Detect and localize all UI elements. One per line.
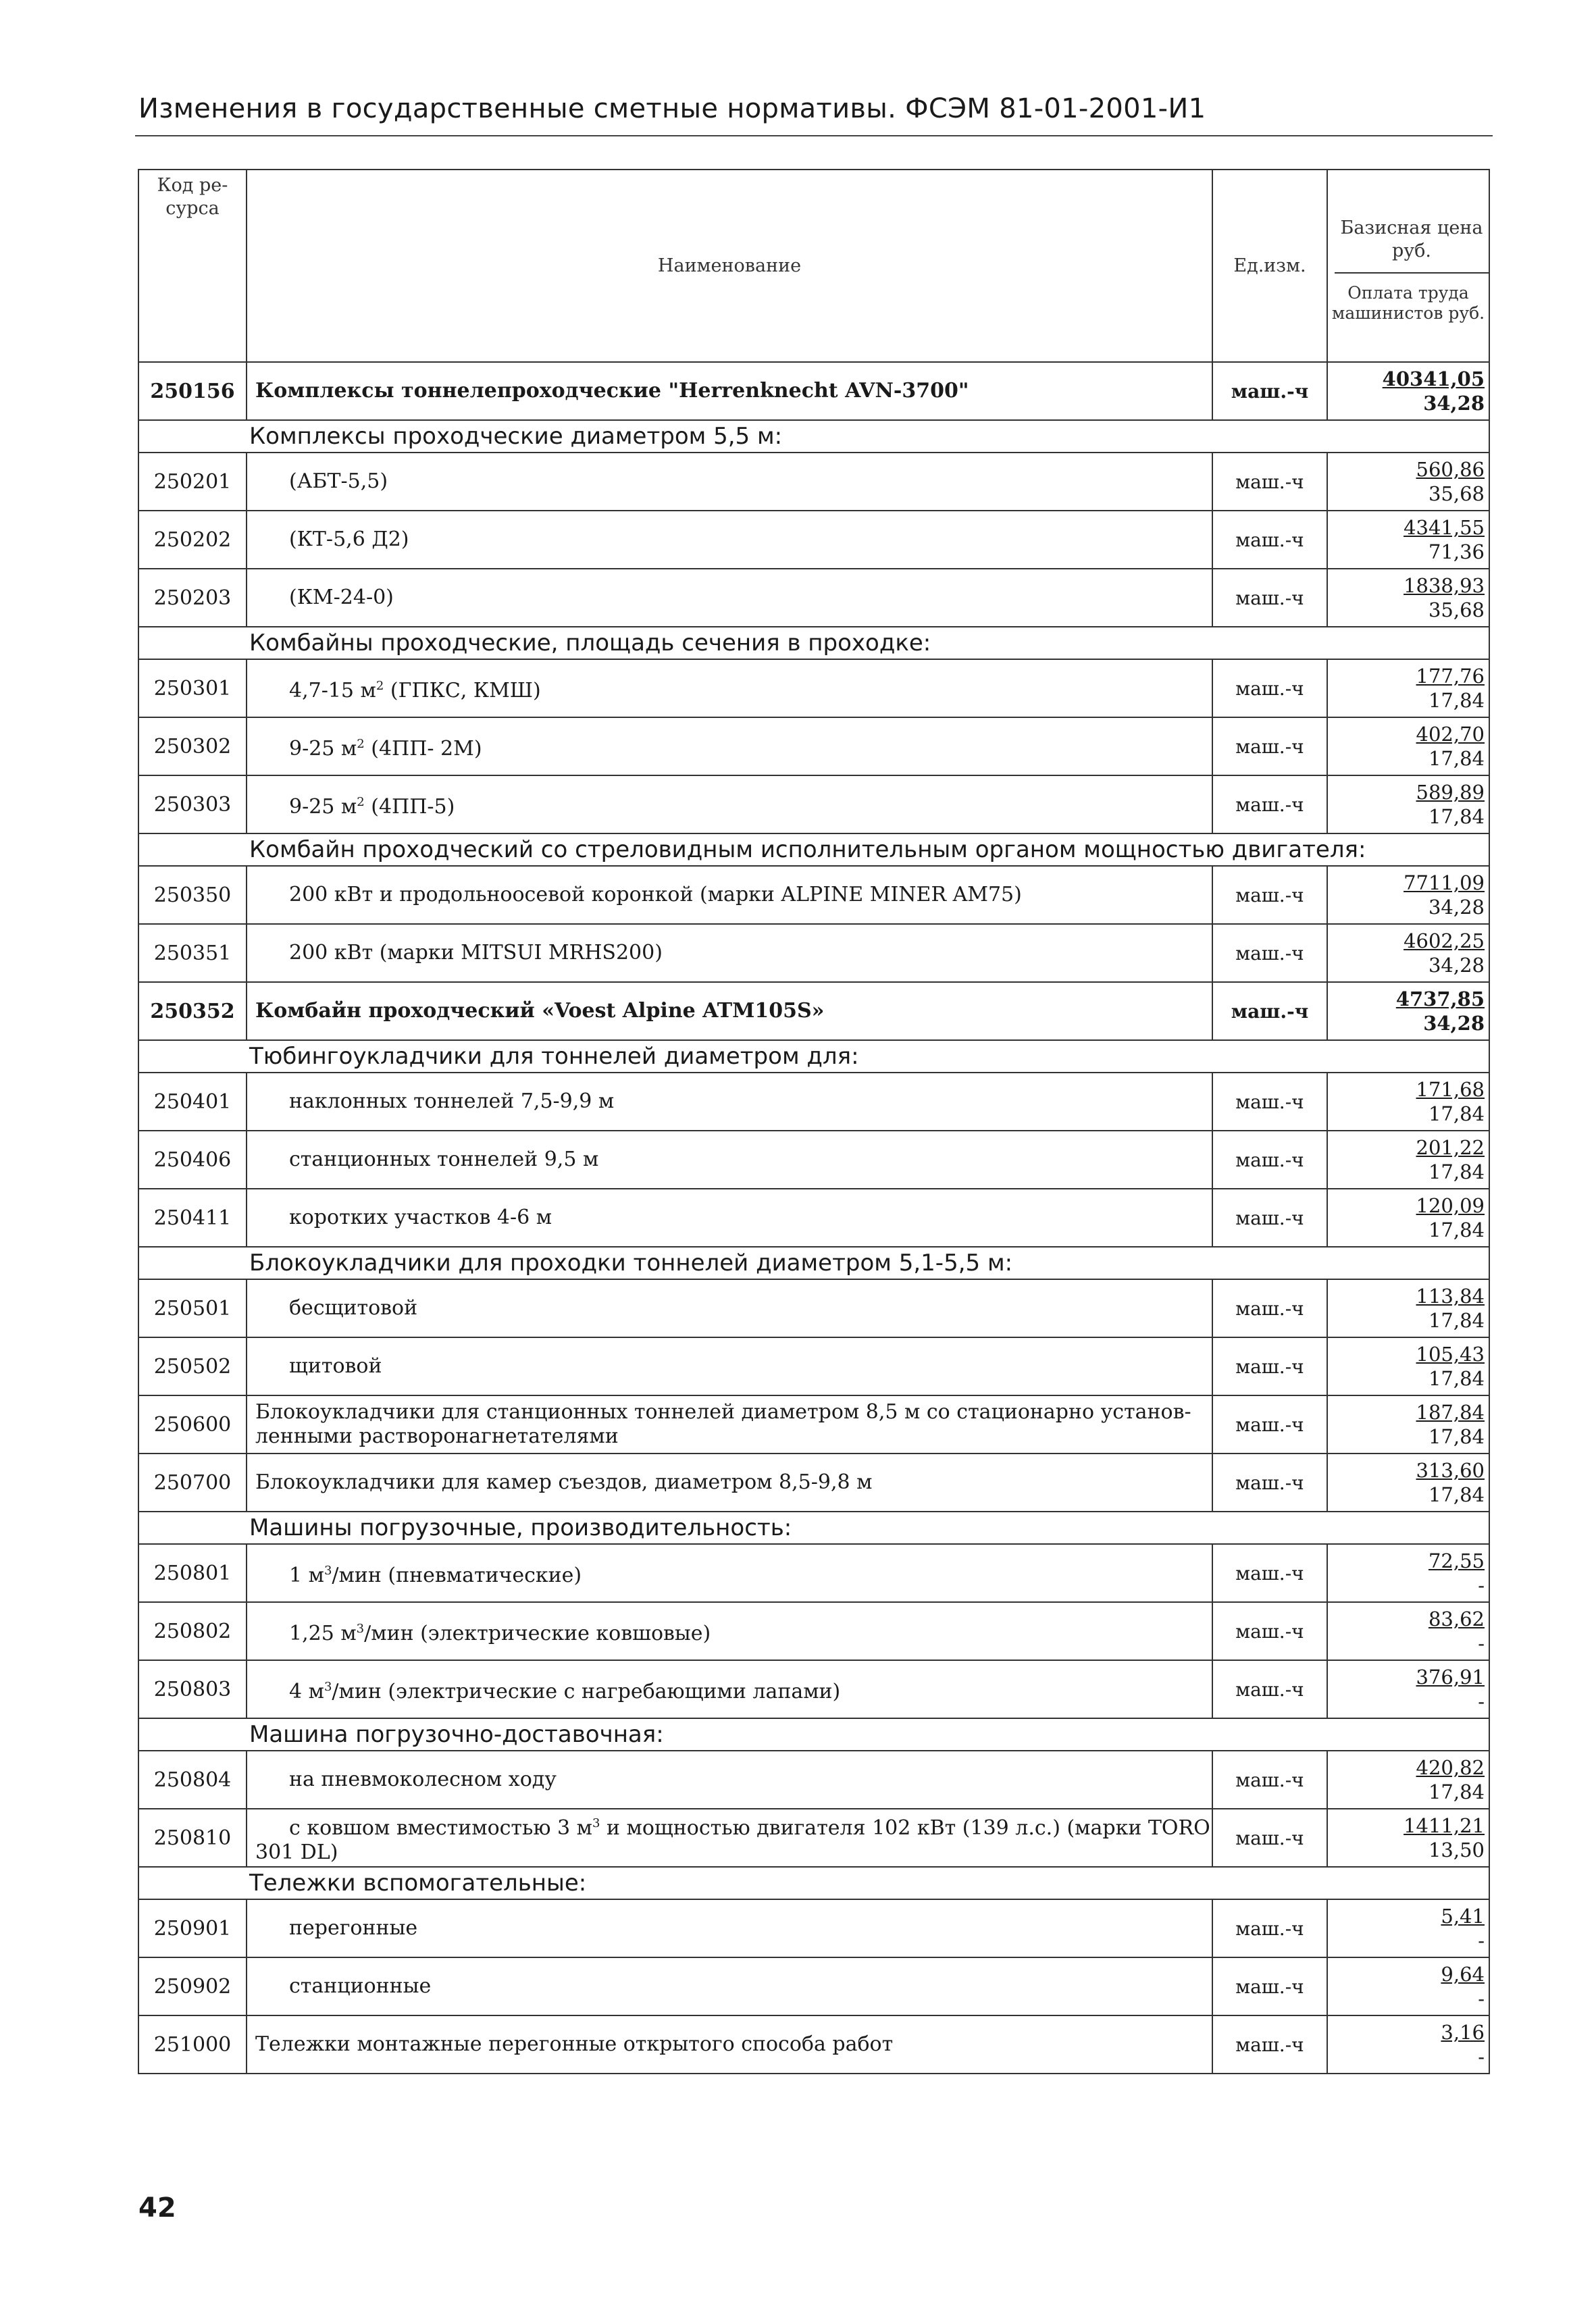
resource-name <box>247 982 1212 1040</box>
resource-code: 250301 <box>138 659 247 717</box>
unit-of-measure: маш.-ч <box>1212 1337 1327 1395</box>
table-row <box>138 1899 1489 1957</box>
base-price: 171,68 <box>1416 1078 1485 1101</box>
labor-pay: 34,28 <box>1428 896 1485 919</box>
price-cell <box>1327 924 1489 982</box>
base-price: 420,82 <box>1416 1756 1485 1779</box>
table-row <box>138 1131 1489 1189</box>
unit-of-measure: маш.-ч <box>1212 1660 1327 1718</box>
labor-pay: 17,84 <box>1428 1102 1485 1125</box>
group-heading: Комбайн проходческий со стреловидным исполнительным органом мощностью двигателя: <box>138 833 1489 866</box>
unit-of-measure: маш.-ч <box>1212 866 1327 924</box>
resource-name-part: и мощностью двигателя 102 кВт (139 л.с.) (марки TORO 301 DL) <box>255 1816 1210 1864</box>
labor-pay: 17,84 <box>1428 1780 1485 1803</box>
labor-pay: 34,28 <box>1423 392 1485 415</box>
column-header-code: Код ре-сурса <box>138 170 247 362</box>
price-cell <box>1327 1899 1489 1957</box>
unit-exponent: 3 <box>324 1679 332 1694</box>
labor-pay: - <box>1478 2045 1485 2068</box>
table-row <box>138 2015 1489 2074</box>
base-price: 1838,93 <box>1404 574 1485 597</box>
base-price: 5,41 <box>1441 1905 1485 1928</box>
unit-of-measure: маш.-ч <box>1212 1809 1327 1867</box>
base-price: 1411,21 <box>1404 1814 1485 1837</box>
resource-name <box>247 2015 1212 2074</box>
resource-name-text: перегонные <box>289 1916 418 1940</box>
resource-name <box>247 569 1212 627</box>
resource-name-part: 1,25 м <box>289 1621 357 1645</box>
resource-name <box>247 1544 1212 1602</box>
unit-of-measure: маш.-ч <box>1212 717 1327 775</box>
labor-pay: 17,84 <box>1428 1160 1485 1183</box>
resource-name <box>247 866 1212 924</box>
price-cell <box>1327 362 1489 420</box>
resource-name-text <box>255 1680 840 1703</box>
resource-code: 250802 <box>138 1602 247 1660</box>
resource-name-text <box>255 1564 582 1587</box>
price-cell <box>1327 1189 1489 1247</box>
base-price: 83,62 <box>1428 1608 1485 1630</box>
resource-code: 250401 <box>138 1073 247 1131</box>
labor-pay: 17,84 <box>1428 747 1485 770</box>
labor-pay: 17,84 <box>1428 1218 1485 1241</box>
unit-exponent: 3 <box>324 1563 332 1578</box>
resource-code: 250501 <box>138 1279 247 1337</box>
base-price: 402,70 <box>1416 723 1485 746</box>
resource-code: 250411 <box>138 1189 247 1247</box>
price-cell <box>1327 2015 1489 2074</box>
group-heading: Машина погрузочно-доставочная: <box>138 1718 1489 1751</box>
price-cell <box>1327 511 1489 569</box>
resource-name <box>247 775 1212 833</box>
group-heading: Тележки вспомогательные: <box>138 1867 1489 1899</box>
unit-of-measure: маш.-ч <box>1212 362 1327 420</box>
base-price: 313,60 <box>1416 1459 1485 1482</box>
resource-name-part: (4ПП-5) <box>364 794 455 819</box>
unit-of-measure: маш.-ч <box>1212 1073 1327 1131</box>
labor-pay: 13,50 <box>1428 1839 1485 1861</box>
base-price: 177,76 <box>1416 665 1485 688</box>
resource-code: 250700 <box>138 1454 247 1512</box>
labor-pay: 17,84 <box>1428 805 1485 828</box>
price-cell <box>1327 1809 1489 1867</box>
unit-of-measure: маш.-ч <box>1212 1454 1327 1512</box>
resource-code: 250801 <box>138 1544 247 1602</box>
table-row <box>138 866 1489 924</box>
price-cell <box>1327 1751 1489 1809</box>
unit-of-measure: маш.-ч <box>1212 1279 1327 1337</box>
table-row <box>138 362 1489 420</box>
unit-of-measure: маш.-ч <box>1212 569 1327 627</box>
table-row <box>138 775 1489 833</box>
group-heading: Машины погрузочные, производительность: <box>138 1512 1489 1544</box>
resource-code: 250303 <box>138 775 247 833</box>
labor-pay: 17,84 <box>1428 1309 1485 1332</box>
table-row <box>138 1337 1489 1395</box>
resource-code: 250803 <box>138 1660 247 1718</box>
group-heading: Комплексы проходческие диаметром 5,5 м: <box>138 420 1489 453</box>
resource-name-text: 200 кВт (марки MITSUI MRHS200) <box>289 941 663 965</box>
resource-name <box>247 924 1212 982</box>
unit-exponent: 3 <box>356 1621 365 1636</box>
resource-name-text: Комбайн проходческий «Voest Alpine ATM105S» <box>255 999 825 1023</box>
unit-of-measure: маш.-ч <box>1212 1395 1327 1454</box>
column-header-price <box>1327 170 1489 362</box>
unit-exponent: 2 <box>357 736 365 751</box>
price-cell <box>1327 1454 1489 1512</box>
resource-name-text: бесщитовой <box>289 1296 418 1320</box>
resource-name-part: /мин (электрические ковшовые) <box>364 1621 711 1645</box>
base-price: 113,84 <box>1416 1285 1485 1308</box>
table-row <box>138 1660 1489 1718</box>
price-cell <box>1327 453 1489 511</box>
labor-pay: 17,84 <box>1428 689 1485 712</box>
resource-name <box>247 1751 1212 1809</box>
unit-of-measure: маш.-ч <box>1212 453 1327 511</box>
unit-of-measure: маш.-ч <box>1212 924 1327 982</box>
price-cell <box>1327 1660 1489 1718</box>
price-cell <box>1327 775 1489 833</box>
base-price: 4341,55 <box>1404 516 1485 539</box>
resource-name <box>247 1809 1212 1867</box>
resource-name-text <box>255 679 541 702</box>
base-price: 72,55 <box>1428 1549 1485 1572</box>
price-cell <box>1327 1131 1489 1189</box>
price-cell <box>1327 659 1489 717</box>
resource-code: 250352 <box>138 982 247 1040</box>
resource-code: 250203 <box>138 569 247 627</box>
price-cell <box>1327 1544 1489 1602</box>
resource-name-text: коротких участков 4-6 м <box>289 1206 552 1229</box>
price-cell <box>1327 717 1489 775</box>
resource-name-text: щитовой <box>289 1354 382 1378</box>
resource-name-text: Комплексы тоннелепроходческие "Herrenknecht AVN-3700" <box>255 379 969 403</box>
base-price: 3,16 <box>1441 2021 1485 2044</box>
table-row <box>138 1454 1489 1512</box>
resource-code: 250902 <box>138 1957 247 2015</box>
resource-code: 250804 <box>138 1751 247 1809</box>
resource-name <box>247 1602 1212 1660</box>
resource-code: 250302 <box>138 717 247 775</box>
group-heading-row <box>138 1040 1489 1073</box>
base-price: 589,89 <box>1416 781 1485 804</box>
column-header-unit: Ед.изм. <box>1212 170 1327 362</box>
unit-of-measure: маш.-ч <box>1212 511 1327 569</box>
unit-of-measure: маш.-ч <box>1212 1189 1327 1247</box>
labor-pay: - <box>1478 1690 1485 1713</box>
table-row <box>138 1544 1489 1602</box>
column-header-name: Наименование <box>247 170 1212 362</box>
resource-code: 250201 <box>138 453 247 511</box>
table-row <box>138 982 1489 1040</box>
table-row <box>138 1809 1489 1867</box>
table-header-row <box>138 170 1489 362</box>
resource-name-text <box>255 795 455 819</box>
base-price: 9,64 <box>1441 1963 1485 1986</box>
group-heading-row <box>138 1512 1489 1544</box>
resource-name-text: наклонных тоннелей 7,5-9,9 м <box>289 1089 615 1113</box>
resource-name <box>247 1131 1212 1189</box>
base-price: 4737,85 <box>1395 987 1485 1010</box>
resource-code: 251000 <box>138 2015 247 2074</box>
resource-name <box>247 1337 1212 1395</box>
resource-code: 250600 <box>138 1395 247 1454</box>
resource-name <box>247 659 1212 717</box>
labor-pay: - <box>1478 1574 1485 1597</box>
resource-name <box>247 1957 1212 2015</box>
resource-name <box>247 1073 1212 1131</box>
resource-name-part: /мин (пневматические) <box>332 1563 582 1587</box>
resource-code: 250202 <box>138 511 247 569</box>
table-row <box>138 1751 1489 1809</box>
labor-pay: - <box>1478 1929 1485 1952</box>
resource-name-text <box>255 1622 711 1645</box>
price-cell <box>1327 1337 1489 1395</box>
labor-pay: - <box>1478 1632 1485 1655</box>
unit-exponent: 2 <box>376 678 384 693</box>
unit-exponent: 2 <box>357 794 365 809</box>
base-price: 4602,25 <box>1404 929 1485 952</box>
resource-code: 250810 <box>138 1809 247 1867</box>
labor-pay: 35,68 <box>1428 598 1485 621</box>
price-cell <box>1327 1957 1489 2015</box>
resource-name <box>247 1395 1212 1454</box>
table-row <box>138 569 1489 627</box>
column-header-labor-pay: Оплата труда машинистов руб. <box>1331 282 1485 323</box>
unit-of-measure: маш.-ч <box>1212 659 1327 717</box>
group-heading-row <box>138 627 1489 659</box>
resource-name <box>247 511 1212 569</box>
resource-name-text: на пневмоколесном ходу <box>289 1768 557 1791</box>
unit-of-measure: маш.-ч <box>1212 1544 1327 1602</box>
resource-code: 250502 <box>138 1337 247 1395</box>
resource-name-text: 200 кВт и продольноосевой коронкой (марки ALPINE MINER AM75) <box>289 883 1022 906</box>
group-heading-row <box>138 420 1489 453</box>
price-cell <box>1327 569 1489 627</box>
table-row <box>138 1602 1489 1660</box>
document-header: Изменения в государственные сметные нормативы. ФСЭМ 81-01-2001-И1 <box>138 93 1206 124</box>
group-heading: Комбайны проходческие, площадь сечения в проходке: <box>138 627 1489 659</box>
resource-name-part: 9-25 м <box>289 794 357 819</box>
unit-of-measure: маш.-ч <box>1212 1131 1327 1189</box>
header-rule <box>135 135 1493 136</box>
resource-name-part: 9-25 м <box>289 736 357 761</box>
price-cell <box>1327 1395 1489 1454</box>
resource-name-part: 4,7-15 м <box>289 678 376 702</box>
resource-name <box>247 1454 1212 1512</box>
base-price: 105,43 <box>1416 1343 1485 1366</box>
resource-name-text: Тележки монтажные перегонные открытого способа работ <box>255 2032 894 2056</box>
resource-name-part: 4 м <box>289 1679 324 1703</box>
table-row <box>138 511 1489 569</box>
resource-name-text <box>255 1816 1210 1864</box>
base-price: 376,91 <box>1416 1666 1485 1689</box>
base-price: 187,84 <box>1416 1401 1485 1424</box>
resource-name <box>247 1189 1212 1247</box>
unit-of-measure: маш.-ч <box>1212 1899 1327 1957</box>
resource-name-part: (ГПКС, КМШ) <box>384 678 541 702</box>
group-heading: Тюбингоукладчики для тоннелей диаметром для: <box>138 1040 1489 1073</box>
unit-of-measure: маш.-ч <box>1212 775 1327 833</box>
price-cell <box>1327 1279 1489 1337</box>
resource-name-text: Блокоукладчики для станционных тоннелей диаметром 8,5 м со стационарно установ-ленными растворонагнетателями <box>255 1400 1191 1448</box>
labor-pay: 34,28 <box>1428 954 1485 977</box>
labor-pay: 17,84 <box>1428 1483 1485 1506</box>
resource-code: 250156 <box>138 362 247 420</box>
price-cell <box>1327 982 1489 1040</box>
page-number: 42 <box>138 2192 176 2223</box>
resource-name-text: станционные <box>289 1974 432 1998</box>
table-row <box>138 659 1489 717</box>
price-cell <box>1327 1602 1489 1660</box>
resource-name <box>247 1899 1212 1957</box>
resource-name <box>247 453 1212 511</box>
table-row <box>138 924 1489 982</box>
table-row <box>138 1279 1489 1337</box>
unit-of-measure: маш.-ч <box>1212 1751 1327 1809</box>
resource-name <box>247 1660 1212 1718</box>
resource-name-part: /мин (электрические с нагребающими лапами) <box>332 1679 841 1703</box>
resource-name-part: 1 м <box>289 1563 324 1587</box>
resource-name-text <box>255 737 482 761</box>
base-price: 40341,05 <box>1382 367 1485 390</box>
resource-code: 250406 <box>138 1131 247 1189</box>
resource-name <box>247 1279 1212 1337</box>
resource-code: 250351 <box>138 924 247 982</box>
base-price: 7711,09 <box>1404 871 1485 894</box>
resource-name-text: (АБТ-5,5) <box>289 469 388 493</box>
labor-pay: 17,84 <box>1428 1367 1485 1390</box>
column-header-base-price: Базисная цена руб. <box>1335 205 1489 274</box>
group-heading-row <box>138 1867 1489 1899</box>
resource-name-text: (КТ-5,6 Д2) <box>289 528 409 551</box>
table-body <box>138 362 1489 2074</box>
base-price: 120,09 <box>1416 1194 1485 1217</box>
labor-pay: 71,36 <box>1428 540 1485 563</box>
base-price: 201,22 <box>1416 1136 1485 1159</box>
table-row <box>138 1957 1489 2015</box>
unit-of-measure: маш.-ч <box>1212 1957 1327 2015</box>
resource-table <box>138 169 1490 2074</box>
unit-of-measure: маш.-ч <box>1212 2015 1327 2074</box>
base-price: 560,86 <box>1416 458 1485 481</box>
labor-pay: 17,84 <box>1428 1425 1485 1448</box>
resource-code: 250901 <box>138 1899 247 1957</box>
unit-of-measure: маш.-ч <box>1212 982 1327 1040</box>
resource-name-part: (4ПП- 2М) <box>364 736 482 761</box>
resource-name-text: станционных тоннелей 9,5 м <box>289 1148 599 1171</box>
labor-pay: 34,28 <box>1423 1012 1485 1035</box>
table-row <box>138 717 1489 775</box>
table-row <box>138 1189 1489 1247</box>
resource-name-text: Блокоукладчики для камер съездов, диаметром 8,5-9,8 м <box>255 1470 873 1494</box>
group-heading-row <box>138 833 1489 866</box>
group-heading-row <box>138 1247 1489 1279</box>
unit-of-measure: маш.-ч <box>1212 1602 1327 1660</box>
group-heading-row <box>138 1718 1489 1751</box>
table-row <box>138 1395 1489 1454</box>
labor-pay: - <box>1478 1987 1485 2010</box>
resource-code: 250350 <box>138 866 247 924</box>
resource-name <box>247 362 1212 420</box>
labor-pay: 35,68 <box>1428 482 1485 505</box>
resource-name-part: с ковшом вместимостью 3 м <box>289 1816 592 1840</box>
resource-name-text: (КМ-24-0) <box>289 586 394 609</box>
table-row <box>138 453 1489 511</box>
group-heading: Блокоукладчики для проходки тоннелей диаметром 5,1-5,5 м: <box>138 1247 1489 1279</box>
price-cell <box>1327 1073 1489 1131</box>
table-row <box>138 1073 1489 1131</box>
price-cell <box>1327 866 1489 924</box>
resource-name <box>247 717 1212 775</box>
unit-exponent: 3 <box>592 1816 600 1830</box>
